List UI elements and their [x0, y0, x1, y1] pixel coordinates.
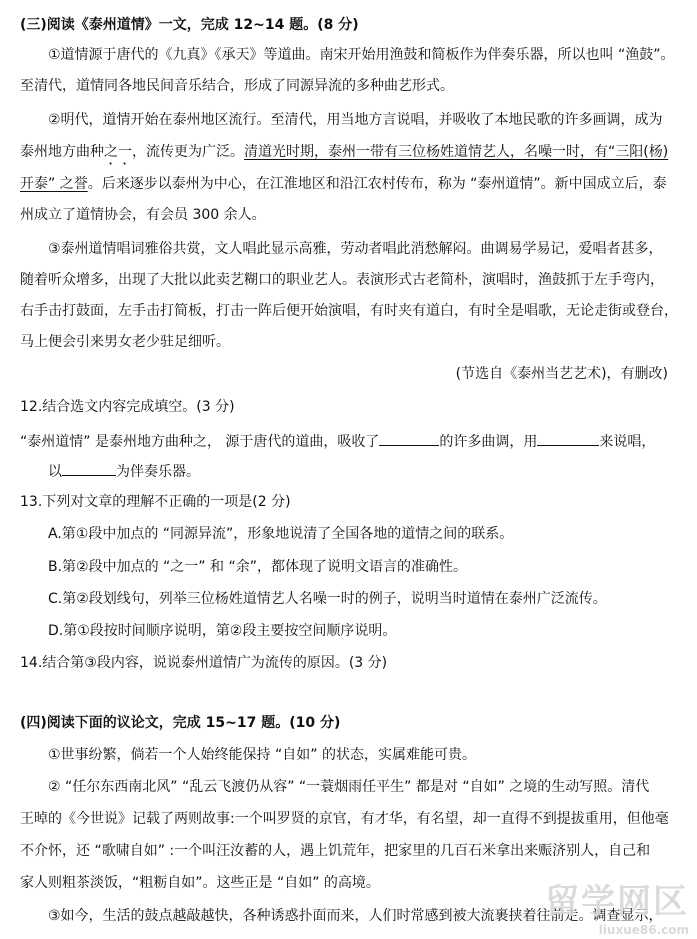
q13-option-b: B.第②段中加点的 “之一” 和 “余”，都体现了说明文语言的准确性。 [48, 559, 467, 575]
q12-fill-line1 [20, 431, 680, 451]
s3-p1-line2: 至清代，道情同各地民间音乐结合，形成了同源异流的多种曲艺形式。 [20, 78, 454, 94]
s4-p2-line1: ② “任尔东西南北风” “乱云飞渡仍从容” “一蓑烟雨任平生” 都是对 “自如” 之境的生动写照。清代 [48, 779, 650, 795]
s3-p3-line1: ③泰州道情唱词雅俗共赏，文人唱此显示高雅，劳动者唱此消愁解闷。曲调易学易记，爱唱者甚多， [48, 241, 663, 257]
s3-p3-line3: 右手击打鼓面，左手击打简板，打击一阵后便开始演唱，有时夹有道白，有时全是唱歌，无论走街或登台， [20, 303, 678, 319]
blank-2[interactable] [537, 431, 599, 446]
question-13: 13.下列对文章的理解不正确的一项是(2 分) [20, 494, 291, 510]
q12-text-b: 的许多曲调，用 [439, 434, 538, 450]
watermark-sub: liuxue86.com [598, 923, 689, 937]
s3-p2-line2-a: 泰州地方曲种 [20, 144, 104, 160]
q13-option-c: C.第②段划线句，列举三位杨姓道情艺人名噪一时的例子，说明当时道情在泰州广泛流传。 [48, 591, 607, 607]
s3-p3-line4: 马上便会引来男女老少驻足细听。 [20, 334, 230, 350]
blank-1[interactable] [379, 431, 439, 446]
question-12: 12.结合选文内容完成填空。(3 分) [20, 399, 235, 415]
s3-p2-line3 [20, 175, 680, 193]
s3-p3-line2: 随着听众增多，出现了大批以此卖艺糊口的职业艺人。表演形式古老简朴，演唱时，渔鼓抓于左手弯内， [20, 272, 664, 288]
s3-p2-line2 [20, 143, 680, 168]
source-note: (节选自《泰州当艺艺术)，有删改) [455, 366, 668, 382]
s4-p2-line3: 不介怀，还 “歌啸自如” :一个叫汪汝蓄的人，遇上饥荒年，把家里的几百石米拿出来赈济别人，自己和 [20, 843, 651, 859]
underlined-sentence-end: 开泰” 之誉 [20, 176, 88, 192]
s4-p3-line1: ③如今，生活的鼓点越敲越快，各种诱惑扑面而来，人们时常感到被大流裹挟着往前走。调查显示， [48, 908, 663, 924]
q13-option-d: D.第①段按时间顺序说明，第②段主要按空间顺序说明。 [48, 623, 397, 639]
section3-title: (三)阅读《泰州道情》一文，完成 12~14 题。(8 分) [20, 17, 359, 33]
s3-p2-line2-c: ，流传更为广泛。 [132, 144, 244, 160]
watermark-logo [545, 874, 689, 937]
watermark-text: 留学网区 [545, 882, 689, 922]
question-14: 14.结合第③段内容，说说泰州道情广为流传的原因。(3 分) [20, 655, 388, 671]
q13-option-a: A.第①段中加点的 “同源异流”，形象地说清了全国各地的道情之间的联系。 [48, 526, 514, 542]
underlined-sentence: 清道光时期，泰州一带有三位杨姓道情艺人，名噪一时，有“三阳(杨) [244, 144, 669, 160]
s3-p2-line4: 州成立了道情协会，有会员 300 余人。 [20, 207, 266, 223]
s4-p2-line4: 家人则粗茶淡饭，“粗粝自如”。这些正是 “自如” 的高境。 [20, 875, 380, 891]
dotted-phrase-zhiyi: 之一 [104, 144, 132, 160]
s4-p2-line2: 王晫的《今世说》记载了两则故事:一个叫罗贤的京官，有才华，有名望，却一直得不到提拔重用，但他毫 [20, 811, 669, 827]
section4-title: (四)阅读下面的议论文，完成 15~17 题。(10 分) [20, 715, 341, 731]
s3-p1-line1: ①道情源于唐代的《九真》《承天》等道曲。南宋开始用渔鼓和简板作为伴奏乐器，所以也叫 “渔鼓”。 [48, 47, 675, 63]
s3-p2-line3-b: 。后来逐步以泰州为中心，在江淮地区和沿江农村传布，称为 “泰州道情”。新中国成立后，泰 [87, 176, 667, 192]
q12-text-e: 为伴奏乐器。 [116, 464, 200, 480]
q12-fill-line2 [48, 461, 697, 481]
q12-text-a: “泰州道情” 是泰州地方曲种之， 源于唐代的道曲，吸收了 [20, 434, 380, 450]
blank-3[interactable] [62, 461, 116, 476]
q12-text-c: 来说唱， [599, 434, 656, 450]
s3-p2-line1: ②明代，道情开始在泰州地区流行。至清代，用当地方言说唱，并吸收了本地民歌的许多画调，成为 [48, 112, 663, 128]
q12-text-d: 以 [48, 464, 62, 480]
s4-p1: ①世事纷繁，倘若一个人始终能保持 “自如” 的状态，实属难能可贵。 [48, 747, 476, 763]
